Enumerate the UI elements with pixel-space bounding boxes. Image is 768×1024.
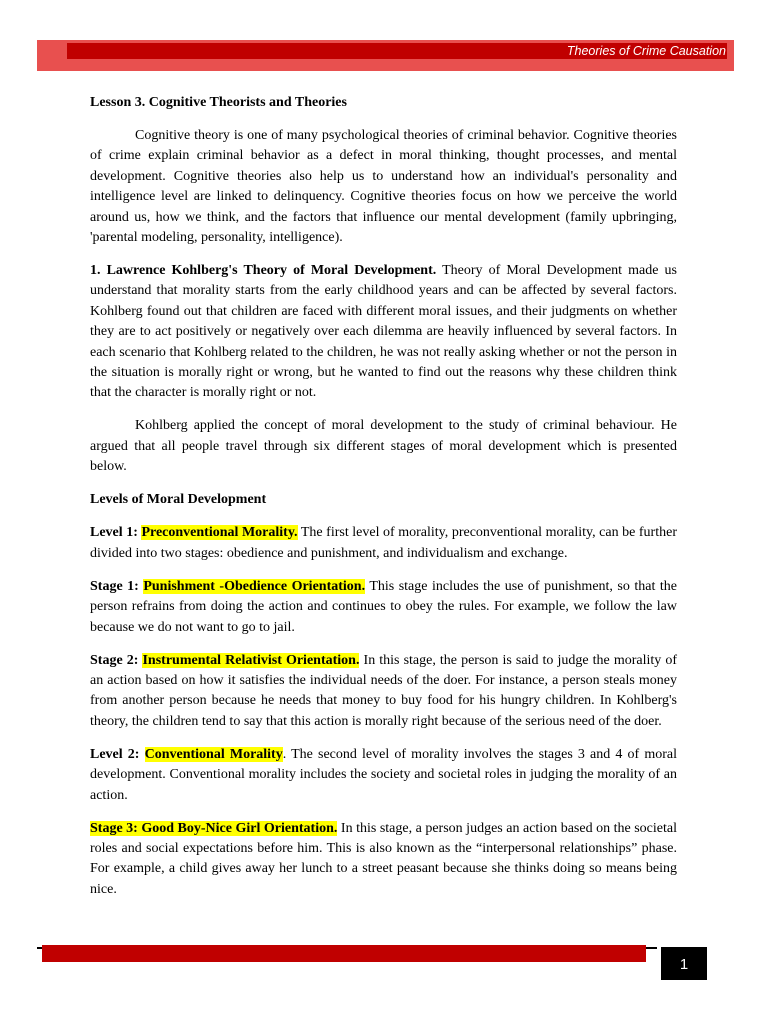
level2-text: . The second level of morality involves the stages 3 and 4 of moral development. Conventional morality includes the society and societal roles in judging the morality of an action. [90, 746, 677, 803]
level2-label: Level 2: [90, 746, 145, 762]
kohlberg-heading: 1. Lawrence Kohlberg's Theory of Moral Development. [90, 263, 437, 279]
stage2-text: In this stage, the person is said to judge the morality of an action based on how it satisfies the individual needs of the doer. For instance, a person steals money from another person because he needs that money to buy food for his hungry children. In Kohlberg's theory, the children tend to say that this action is morally right because of the serious need of the doer. [90, 652, 677, 729]
levels-heading: Levels of Moral Development [90, 492, 267, 508]
intro-paragraph: Cognitive theory is one of many psychological theories of criminal behavior. Cognitive theories of crime explain criminal behavior as a defect in moral thinking, thought processes, and mental development. Cognitive theories also help us to understand how an individual's personality and intelligence level are linked to delinquency. Cognitive theories focus on how we perceive the world around us, how we think, and the factors that influence our mental development (family upbringing, 'parental modeling, personality, intelligence). [90, 128, 677, 246]
kohlberg-paragraph [90, 261, 677, 404]
stage1-paragraph [90, 577, 677, 638]
level1-text: The first level of morality, preconventional morality, can be further divided into two stages: obedience and punishment, and individualism and exchange. [90, 525, 677, 561]
level2-paragraph [90, 745, 677, 806]
level2-highlight: Conventional Morality [144, 746, 283, 762]
lesson-title: Lesson 3. Cognitive Theorists and Theories [90, 95, 347, 110]
stage2-label: Stage 2: [90, 652, 143, 668]
footer-bar [42, 945, 646, 962]
page-number: 1 [661, 947, 707, 980]
document-body [90, 93, 677, 913]
stage3-highlight: Stage 3: Good Boy-Nice Girl Orientation. [90, 820, 338, 836]
stage1-highlight: Punishment -Obedience Orientation. [143, 578, 366, 594]
header-title: Theories of Crime Causation [566, 44, 726, 58]
level1-paragraph [90, 523, 677, 564]
stage3-paragraph [90, 819, 677, 901]
applied-paragraph: Kohlberg applied the concept of moral development to the study of criminal behaviour. He argued that all people travel through six different stages of moral development which is presented below. [90, 418, 677, 475]
level1-label: Level 1: [90, 525, 142, 541]
kohlberg-text: Theory of Moral Development made us understand that morality starts from the early childhood years and can be affected by several factors. Kohlberg found out that children are faced with different moral issues, and their judgments on whether they are to act positively or negatively over each dilemma are heavily influenced by several factors. In each scenario that Kohlberg related to the children, he was not really asking whether or not the person in the situation is morally right or wrong, but he wanted to find out the reasons why these children think that the character is morally right or not. [90, 263, 677, 401]
stage1-label: Stage 1: [90, 578, 144, 594]
stage2-highlight: Instrumental Relativist Orientation. [142, 652, 360, 668]
stage3-text: In this stage, a person judges an action based on the societal roles and social expectations before him. This is also known as the “interpersonal relationships” phase. For example, a child gives away her lunch to a street peasant because she thinks doing so means being nice. [90, 820, 677, 897]
stage2-paragraph [90, 651, 677, 733]
stage1-text: This stage includes the use of punishment, so that the person refrains from doing the action and continues to obey the rules. For example, we follow the law because we do not want to go to jail. [90, 578, 677, 635]
level1-highlight: Preconventional Morality. [141, 525, 298, 541]
